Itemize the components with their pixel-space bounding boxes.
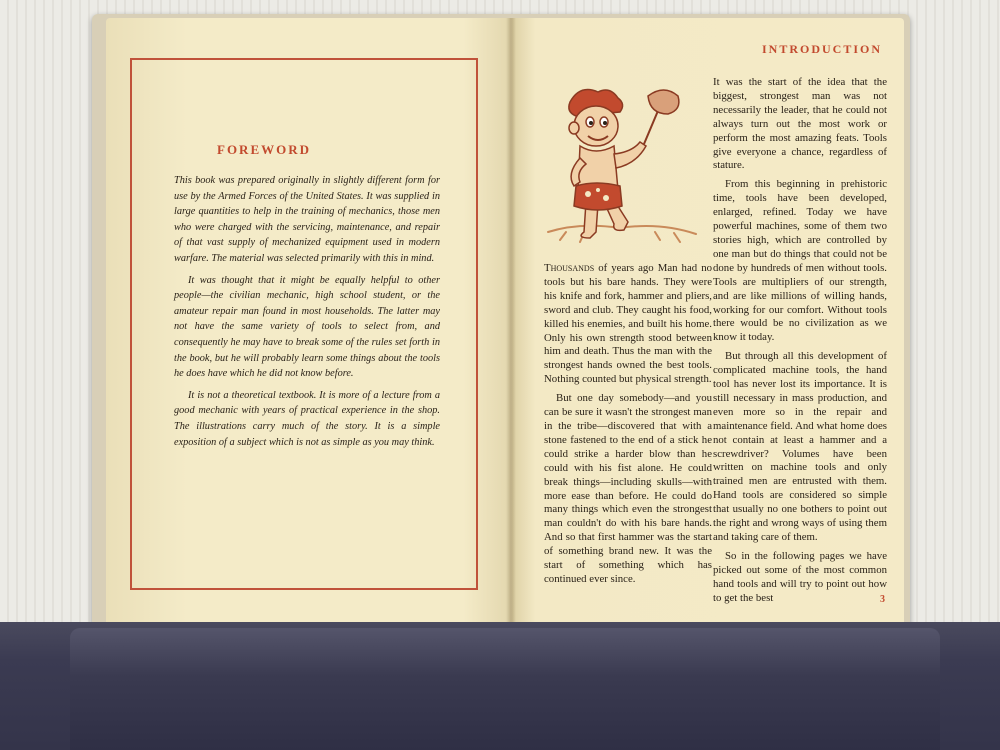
- page-number: 3: [880, 594, 885, 605]
- intro-paragraph: But through all this development of complicated machine tools, the hand tool has never lost its importance. It is still necessary in mass production, and even more so in the repair and maintenance field. And what home does not contain at least a hammer and a screwdriver? Volumes have been written on machine tools and only trained men are entrusted with them. Hand tools are considered so simple that usually no one bothers to point out the right and wrong ways of using them and taking care of them.: [713, 350, 887, 543]
- introduction-column-right: [713, 76, 887, 611]
- foreword-paragraph: It was thought that it might be equally helpful to other people—the civilian mechanic, high school student, or the amateur repair man found in most households. The latter may not have the same variety of tools to select from, and consequently he may have to break some of the rules set forth in the book, but he will probably learn some things about the tools he does have which he did not know before.: [174, 274, 440, 380]
- lead-word: Thousands: [544, 262, 595, 274]
- foreword-paragraph: It is not a theoretical textbook. It is more of a lecture from a good mechanic with years of practical experience in the shop. The illustrations carry much of the story. It is a simple exposition of a subject which is not as simple as you may think.: [174, 389, 440, 448]
- foreword-paragraph: This book was prepared originally in slightly different form for use by the Armed Forces of the United States. It was supplied in large quantities to help in the training of mechanics, those men who were charged with the servicing, maintenance, and repair of that vast supply of mechanized equipment used in modern warfare. The material was selected primarily with this in mind.: [174, 175, 440, 264]
- intro-paragraph-text: of years ago Man had no tools but his bare hands. They were his knife and fork, hammer and pliers, sword and club. They caught his food, killed his enemies, and built his home. Only his own strength stood between him and death. Thus the man with the strongest hands owned the best tools. Nothing counted but physical strength.: [544, 262, 712, 386]
- introduction-column-left: [544, 262, 712, 592]
- intro-paragraph: It was the start of the idea that the biggest, strongest man was not necessarily the leader, that he could not always turn out the most work or perform the most amazing feats. Tools give everyone a chance, regardless of stature.: [713, 76, 887, 172]
- foreword-body: [174, 173, 440, 456]
- book-gutter: [506, 18, 516, 638]
- intro-paragraph: From this beginning in prehistoric time, tools have been developed, enlarged, refined. Today we have powerful machines, some of them two stories high, which are controlled by one man but do things that could not be done by hundreds of men without tools. Tools are multipliers of our strength, and are like millions of willing hands, working for our comfort. Without tools there would be no civilization as we know it today.: [713, 178, 887, 344]
- fabric-fold: [70, 628, 940, 750]
- intro-paragraph: But one day somebody—and you can be sure it wasn't the strongest man in the tribe—discovered that with a stone fastened to the end of a stick he could strike a harder blow than he could with his fist alone. He could break things—including skulls—with more ease than before. He could do many things which even the strongest man couldn't do with his bare hands. And so that first hammer was the start of something brand new. It was the start of something which has continued ever since.: [544, 392, 712, 585]
- foreword-heading: FOREWORD: [217, 142, 311, 157]
- intro-paragraph: [544, 262, 712, 387]
- intro-paragraph: So in the following pages we have picked out some of the most common hand tools and will try to point out how to get the best: [713, 549, 887, 604]
- introduction-heading: INTRODUCTION: [761, 42, 882, 56]
- caveman-with-stone-hammer-icon: [540, 82, 700, 254]
